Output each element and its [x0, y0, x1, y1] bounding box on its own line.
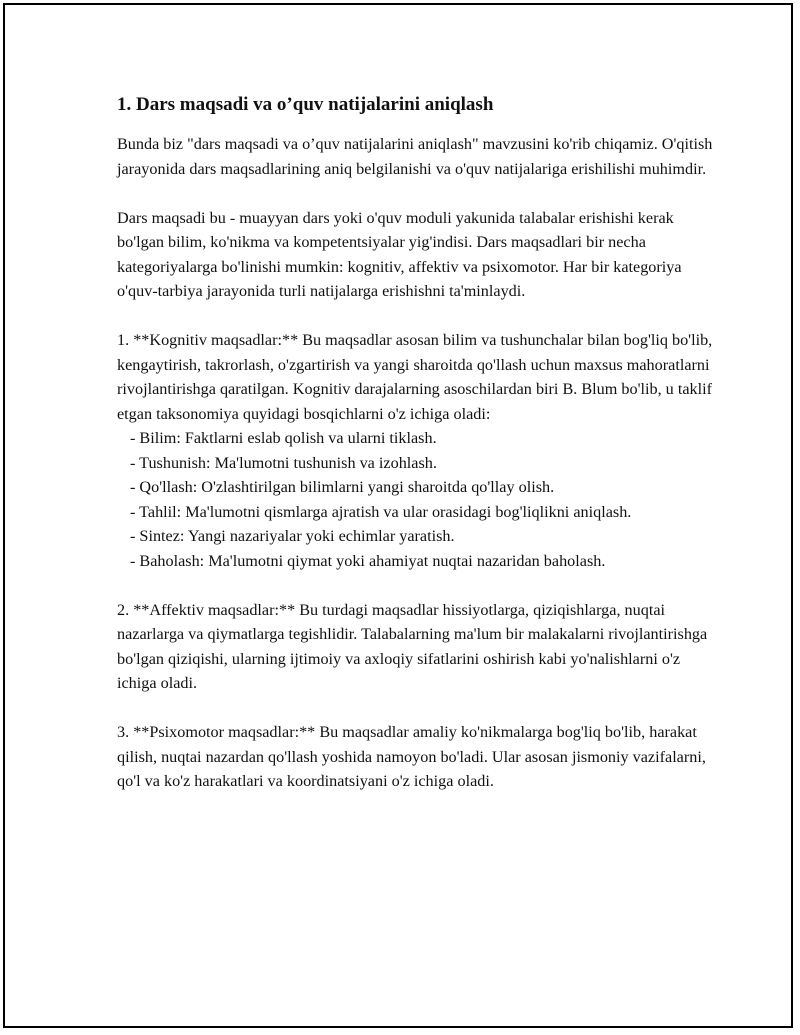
- list-item-qollash: - Qo'llash: O'zlashtirilgan bilimlarni yangi sharoitda qo'llay olish.: [130, 478, 555, 496]
- list-item-sintez: - Sintez: Yangi nazariyalar yoki echimlar yaratish.: [130, 527, 455, 545]
- affective-paragraph: 2. **Affektiv maqsadlar:** Bu turdagi maqsadlar hissiyotlarga, qiziqishlarga, nuqtai nazarlarga va qiymatlarga tegishlidir. Talabalarning ma'lum bir malakalarni rivojlantirishga bo'lgan qiziqishi, ularning ijtimoiy va axloqiy sifatlarini oshirish kabi yo'nalishlarni o'z ichiga oladi.: [117, 600, 708, 692]
- cognitive-paragraph: 1. **Kognitiv maqsadlar:** Bu maqsadlar asosan bilim va tushunchalar bilan bog'liq bo'lib, kengaytirish, takrorlash, o'zgartirish va yangi sharoitda qo'llash uchun maxsus mahoratlarni rivojlantirishga qaratilgan. Kognitiv darajalarning asoschilardan biri B. Blum bo'lib, u taklif etgan taksonomiya quyidagi bosqichlarni o'z ichiga oladi:: [117, 331, 713, 423]
- list-item-bilim: - Bilim: Faktlarni eslab qolish va ularni tiklash.: [130, 429, 437, 447]
- list-item-tushunish: - Tushunish: Ma'lumotni tushunish va izohlash.: [130, 453, 437, 472]
- paragraph-gap: [117, 696, 717, 721]
- definition-paragraph: Dars maqsadi bu - muayyan dars yoki o'quv moduli yakunida talabalar erishishi kerak bo'lgan bilim, ko'nikma va kompetentsiyalar yig'indisi. Dars maqsadlari bir necha kategoriyalarga bo'linishi mumkin: kognitiv, affektiv va psixomotor. Har bir kategoriya o'quv-tarbiya jarayonida turli natijalarga erishishni ta'minlaydi.: [117, 208, 682, 300]
- intro-paragraph: Bunda biz "dars maqsadi va o’quv natijalarini aniqlash" mavzusini ko'rib chiqamiz. O'qitish jarayonida dars maqsadlarining aniq belgilanishi va o'quv natijalariga erishilishi muhimdir.: [117, 135, 713, 178]
- paragraph-gap: [117, 304, 717, 329]
- paragraph-gap: [117, 181, 717, 206]
- paragraph-gap: [117, 573, 717, 598]
- list-item-tahlil: - Tahlil: Ma'lumotni qismlarga ajratish va ular orasidagi bog'liqlikni aniqlash.: [130, 502, 632, 521]
- psychomotor-paragraph: 3. **Psixomotor maqsadlar:** Bu maqsadlar amaliy ko'nikmalarga bog'liq bo'lib, harakat qilish, nuqtai nazardan qo'llash yoshida namoyon bo'ladi. Ular asosan jismoniy vazifalarni, qo'l va ko'z harakatlari va koordinatsiyani o'z ichiga oladi.: [117, 723, 706, 790]
- document-body: [117, 92, 717, 794]
- list-item-baholash: - Baholash: Ma'lumotni qiymat yoki ahamiyat nuqtai nazaridan baholash.: [130, 551, 606, 570]
- document-title: 1. Dars maqsadi va o’quv natijalarini aniqlash: [117, 94, 494, 115]
